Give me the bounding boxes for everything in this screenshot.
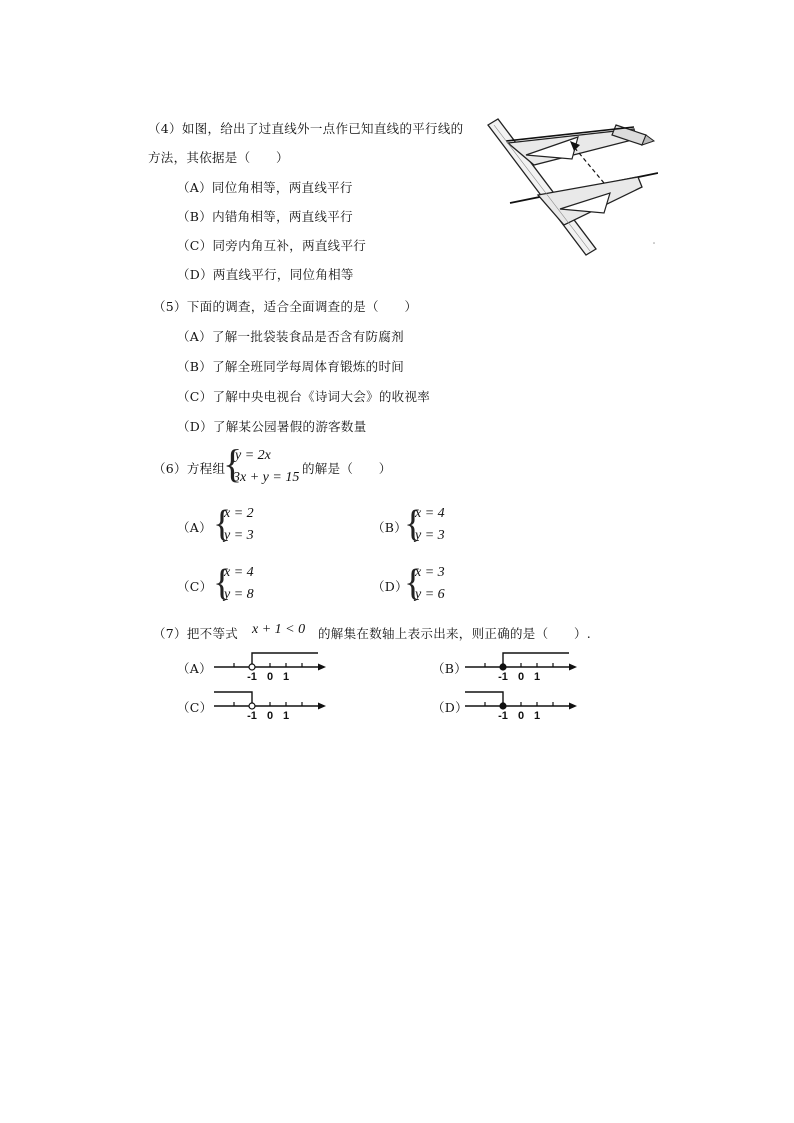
q6-option-c-eq2: y = 8 bbox=[224, 587, 254, 602]
tick-label: 1 bbox=[282, 671, 290, 682]
q6-option-b-eq1: x = 4 bbox=[415, 506, 445, 521]
q4-option-d: （D）两直线平行，同位角相等 bbox=[177, 267, 354, 282]
q6-suffix: 的解是（ ） bbox=[302, 461, 392, 476]
q6-option-c-label: （C） bbox=[177, 579, 213, 594]
q6-option-d-eq2: y = 6 bbox=[415, 587, 445, 602]
tick-label: 1 bbox=[282, 710, 290, 721]
tick-label: -1 bbox=[498, 710, 508, 721]
axis-arrow bbox=[318, 664, 326, 671]
q7-option-a-number-line bbox=[212, 648, 334, 682]
q6-option-a-eq1: x = 2 bbox=[224, 506, 254, 521]
q7-option-c-label: （C） bbox=[177, 700, 213, 715]
tick-label: -1 bbox=[498, 671, 508, 682]
q6-system-brace: { bbox=[223, 441, 243, 486]
q7-option-b-number-line bbox=[463, 648, 585, 682]
tick-label: -1 bbox=[247, 671, 257, 682]
q7-option-d-number-line bbox=[463, 687, 585, 721]
q6-option-b-brace: { bbox=[404, 503, 423, 545]
q5-option-c: （C）了解中央电视台《诗词大会》的收视率 bbox=[177, 389, 431, 404]
q4-option-b: （B）内错角相等，两直线平行 bbox=[177, 209, 353, 224]
q7-option-d-label: （D） bbox=[432, 700, 468, 715]
axis-arrow bbox=[569, 703, 577, 710]
q6-option-a-brace: { bbox=[213, 503, 232, 545]
tick-label: -1 bbox=[247, 710, 257, 721]
q7-option-b-label: （B） bbox=[432, 661, 468, 676]
q6-option-d-brace: { bbox=[404, 562, 423, 604]
q6-option-a-eq2: y = 3 bbox=[224, 528, 254, 543]
open-dot bbox=[249, 703, 255, 709]
axis-arrow bbox=[318, 703, 326, 710]
q6-option-d-eq1: x = 3 bbox=[415, 565, 445, 580]
axis-arrow bbox=[569, 664, 577, 671]
q5-stem: （5）下面的调查，适合全面调查的是（ ） bbox=[153, 299, 418, 314]
q6-option-a-label: （A） bbox=[177, 520, 212, 535]
q7-prefix: （7）把不等式 bbox=[153, 626, 239, 641]
q7-inequality: x + 1 < 0 bbox=[252, 622, 306, 637]
q4-option-a: （A）同位角相等，两直线平行 bbox=[177, 180, 353, 195]
tick-label: 0 bbox=[266, 710, 274, 721]
open-dot bbox=[249, 664, 255, 670]
solid-dot bbox=[500, 703, 506, 709]
tick-label: 0 bbox=[517, 671, 525, 682]
solid-dot bbox=[500, 664, 506, 670]
q7-option-c-number-line bbox=[212, 687, 334, 721]
solution-ray bbox=[214, 692, 252, 706]
tick-label: 0 bbox=[517, 710, 525, 721]
q6-option-b-label: （B） bbox=[372, 520, 408, 535]
q4-option-c: （C）同旁内角互补，两直线平行 bbox=[177, 238, 367, 253]
solution-ray bbox=[252, 653, 318, 667]
solution-ray bbox=[503, 653, 569, 667]
q7-option-a-label: （A） bbox=[177, 661, 212, 676]
tick-label: 1 bbox=[533, 671, 541, 682]
tick-label: 1 bbox=[533, 710, 541, 721]
q4-stem-line1: （4）如图，给出了过直线外一点作已知直线的平行线的 bbox=[148, 121, 464, 136]
q6-prefix: （6）方程组 bbox=[153, 461, 226, 476]
q6-option-c-eq1: x = 4 bbox=[224, 565, 254, 580]
q6-option-c-brace: { bbox=[213, 562, 232, 604]
q4-ruler-triangle-figure bbox=[486, 115, 658, 257]
q4-stem-line2: 方法，其依据是（ ） bbox=[148, 150, 289, 165]
q5-option-a: （A）了解一批袋装食品是否含有防腐剂 bbox=[177, 329, 404, 344]
solution-ray bbox=[465, 692, 503, 706]
q6-equation-2: 3x + y = 15 bbox=[233, 470, 300, 485]
q5-option-d: （D）了解某公园暑假的游客数量 bbox=[177, 419, 367, 434]
q5-option-b: （B）了解全班同学每周体育锻炼的时间 bbox=[177, 359, 405, 374]
q6-option-d-label: （D） bbox=[372, 579, 408, 594]
tick-label: 0 bbox=[266, 671, 274, 682]
q6-option-b-eq2: y = 3 bbox=[415, 528, 445, 543]
q6-equation-1: y = 2x bbox=[235, 448, 271, 463]
q7-suffix: 的解集在数轴上表示出来，则正确的是（ ）. bbox=[318, 626, 592, 641]
